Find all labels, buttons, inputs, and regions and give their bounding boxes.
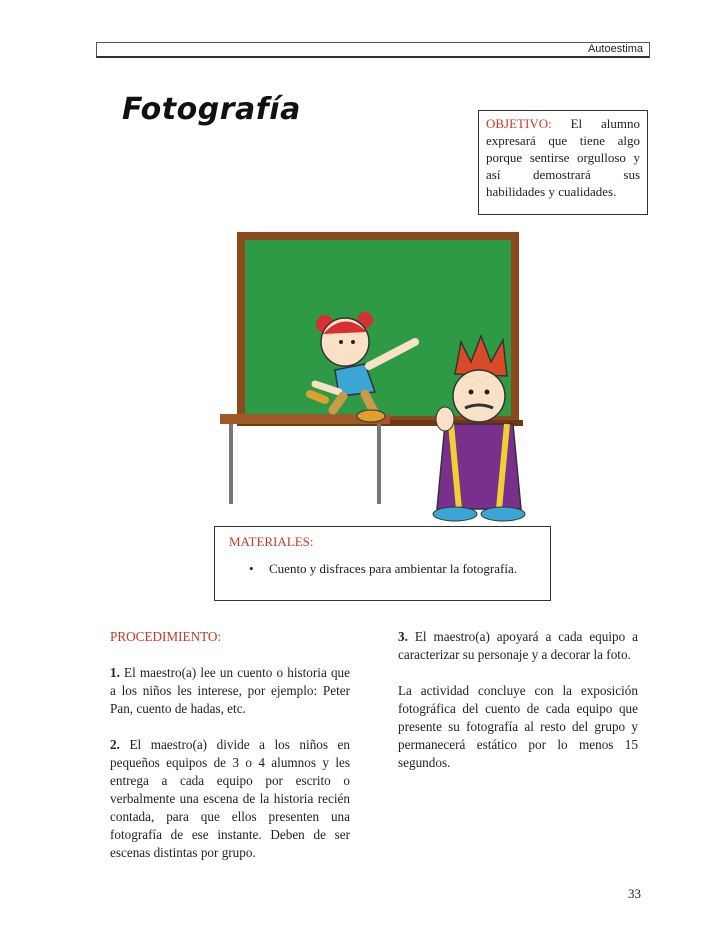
step-text: El maestro(a) divide a los niños en pequeños equipos de 3 o 4 alumnos y les entrega a cada equipo por escrito o verbalmente una escena de la historia recién contada, para que ellos presenten una fotografía de ese instante. Deben de ser escenas distintas por grupo. (110, 737, 350, 860)
classroom-illustration (215, 224, 535, 524)
materials-box (214, 526, 551, 601)
procedure-step (110, 736, 350, 862)
materials-item-text: Cuento y disfraces para ambientar la fotografía. (269, 561, 517, 576)
step-text: El maestro(a) lee un cuento o historia que a los niños les interese, por ejemplo: Peter Pan, cuento de hadas, etc. (110, 665, 350, 716)
step-text: El maestro(a) apoyará a cada equipo a caracterizar su personaje y a decorar la foto. (398, 629, 638, 662)
step-number: 1. (110, 665, 120, 680)
page-number: 33 (628, 886, 641, 901)
bullet-icon: • (249, 561, 254, 576)
header-label: Autoestima (587, 43, 643, 55)
procedure-step (110, 664, 350, 718)
objective-box (478, 110, 648, 215)
objective-label: OBJETIVO: (486, 116, 552, 131)
step-number: 2. (110, 737, 120, 752)
materials-item (229, 560, 536, 577)
page-title: Fotografía (122, 92, 301, 127)
header-bar (96, 42, 650, 58)
procedure-conclusion: La actividad concluye con la exposición fotográfica del cuento de cada equipo que presente su fotografía al resto del grupo y permanecerá estático por lo menos 15 segundos. (398, 683, 638, 770)
materials-label: MATERIALES: (229, 534, 314, 549)
procedure-label: PROCEDIMIENTO: (110, 629, 222, 644)
objective-text: El alumno expresará que tiene algo porque sentirse orgulloso y así demostrará sus habilidades y cualidades. (486, 116, 641, 199)
procedure-step (398, 628, 638, 664)
table-leg (377, 424, 381, 504)
step-number: 3. (398, 629, 408, 644)
table-leg (229, 424, 233, 504)
procedure-left-column (110, 628, 350, 880)
procedure-right-column (398, 628, 638, 790)
